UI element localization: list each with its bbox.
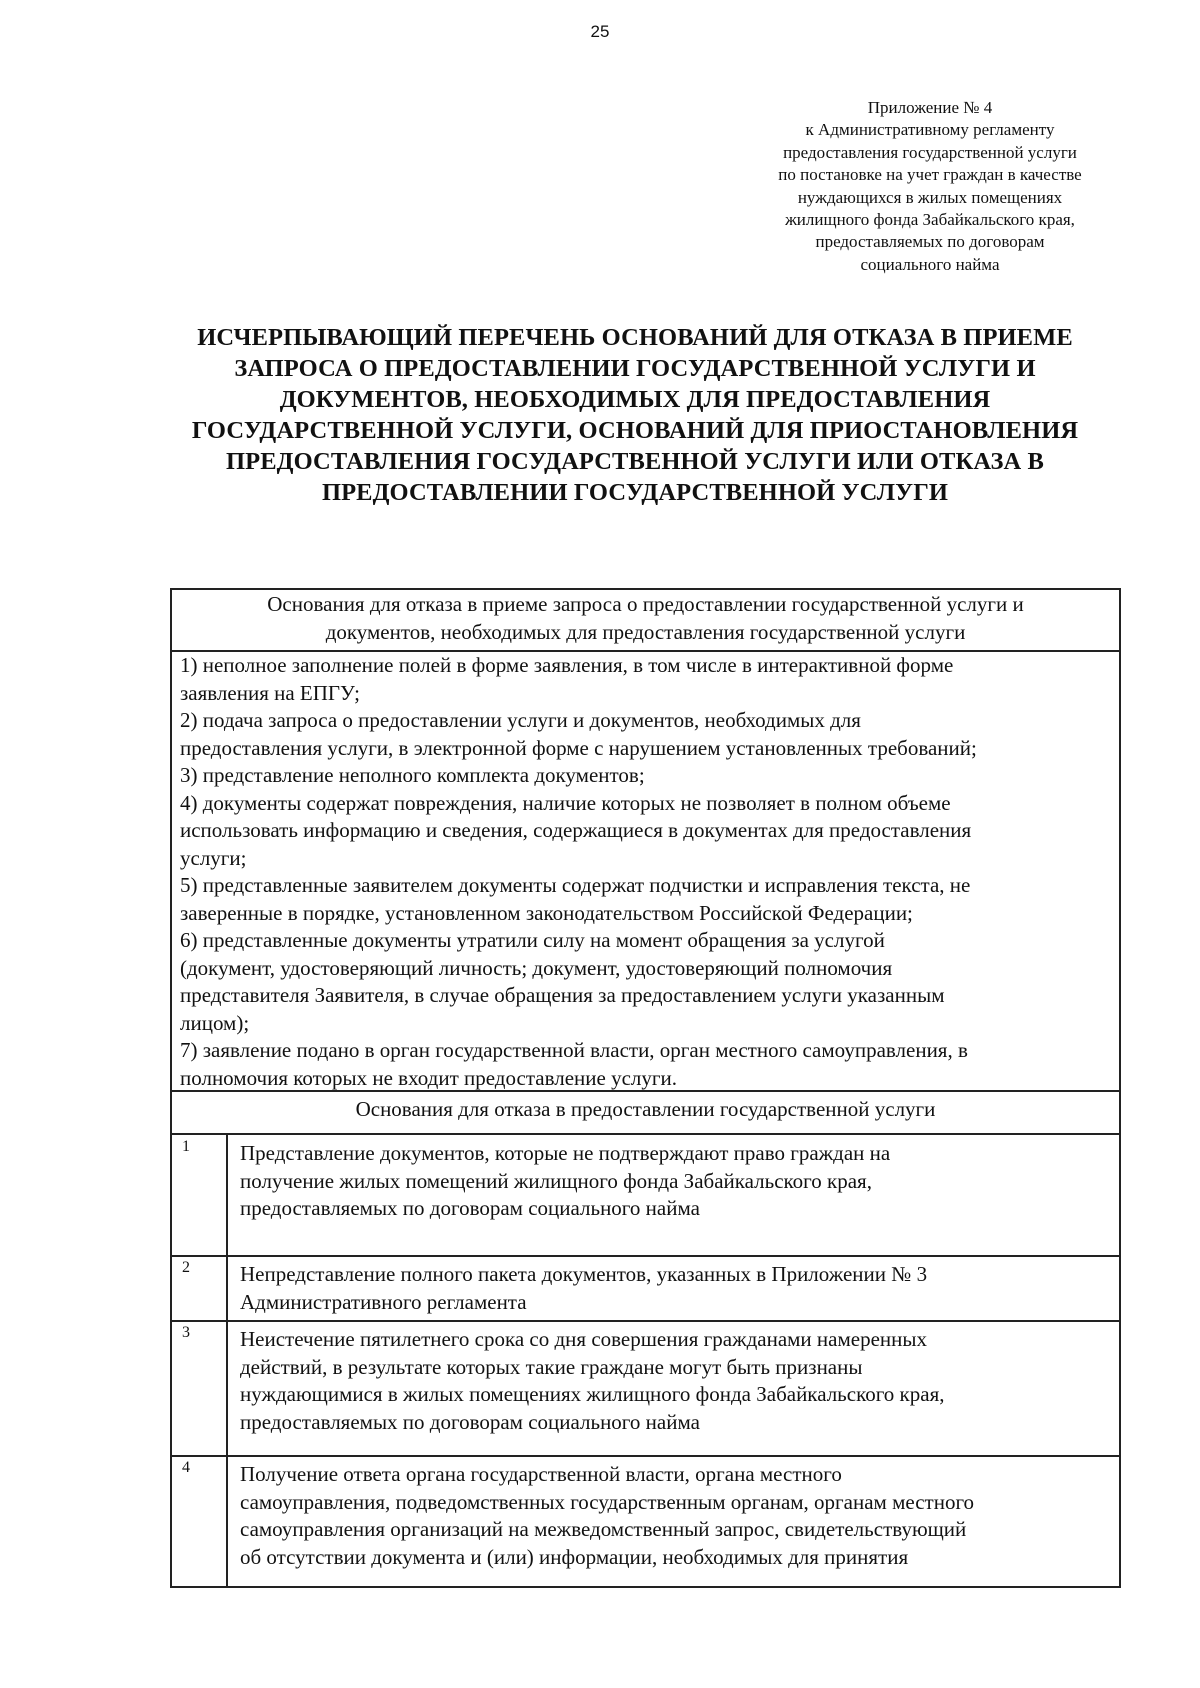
page-number: 25 [590,22,610,41]
list-line: заверенные в порядке, установленном законодательством Российской Федерации; [180,900,913,925]
list-line: 6) представленные документы утратили силу на момент обращения за услугой [180,928,885,952]
table-border [170,1455,1121,1457]
section1-header [170,591,1121,646]
title-line: ГОСУДАРСТВЕННОЙ УСЛУГИ, ОСНОВАНИЙ ДЛЯ ПРИОСТАНОВЛЕНИЯ [191,417,1079,444]
appendix-line: по постановке на учет граждан в качестве [778,165,1082,185]
table-row [240,1140,1115,1223]
list-line: 7) заявление подано в орган государственной власти, орган местного самоуправления, в [180,1038,968,1062]
list-line: 4) документы содержат повреждения, наличие которых не позволяет в полном объеме [180,790,951,815]
section1-header-line: документов, необходимых для предоставления государственной услуги [325,619,966,644]
table-border [170,1133,1121,1135]
document-title [170,322,1100,508]
list-line: заявления на ЕПГУ; [180,680,360,705]
appendix-line: предоставления государственной услуги [783,142,1077,162]
list-line: услуги; [180,845,247,870]
table-border [170,588,1121,590]
list-line: лицом); [180,1010,250,1035]
title-line: ДОКУМЕНТОВ, НЕОБХОДИМЫХ ДЛЯ ПРЕДОСТАВЛЕНИЯ [279,386,991,413]
appendix-line: предоставляемых по договорам [815,232,1045,252]
row-number: 2 [182,1259,190,1276]
list-line: 1) неполное заполнение полей в форме заявления, в том числе в интерактивной форме [180,653,954,677]
list-line: полномочия которых не входит предоставление услуги. [180,1065,677,1090]
table-row [240,1261,1115,1316]
row-line: Представление документов, которые не подтверждают право граждан на [240,1141,891,1165]
appendix-line: жилищного фонда Забайкальского края, [785,210,1075,230]
list-line: использовать информацию и сведения, содержащиеся в документах для предоставления [180,818,972,842]
row-line: Получение ответа органа государственной власти, органа местного [240,1462,842,1486]
row-line: действий, в результате которых такие граждане могут быть признаны [240,1354,863,1379]
row-line: предоставляемых по договорам социального найма [240,1196,700,1220]
section1-list [180,652,1115,1092]
list-line: 5) представленные заявителем документы содержат подчистки и исправления текста, не [180,873,971,897]
appendix-line: нуждающихся в жилых помещениях [797,187,1063,207]
row-line: нуждающимися в жилых помещениях жилищного фонда Забайкальского края, [240,1382,945,1406]
list-line: 2) подача запроса о предоставлении услуги и документов, необходимых для [180,708,861,732]
list-line: предоставления услуги, в электронной форме с нарушением установленных требований; [180,735,977,760]
appendix-line: к Административному регламенту [805,120,1055,140]
appendix-line: Приложение № 4 [867,98,993,117]
row-line: об отсутствии документа и (или) информации, необходимых для принятия [240,1544,909,1569]
table-row [240,1461,1115,1571]
row-line: получение жилых помещений жилищного фонда Забайкальского края, [240,1168,872,1193]
row-number: 4 [182,1459,190,1476]
table-border [170,1255,1121,1257]
table-border [170,1320,1121,1322]
table-border [170,1586,1121,1588]
grounds-table [170,588,1121,1588]
table-border [1119,588,1121,1587]
row-line: Непредставление полного пакета документов, указанных в Приложении № 3 [240,1262,928,1286]
table-row [240,1326,1115,1436]
row-line: Административного регламента [240,1289,527,1314]
row-number: 1 [182,1138,190,1155]
table-border [226,1133,228,1587]
row-line: самоуправления, подведомственных государственным органам, органам местного [240,1489,975,1514]
table-border [170,588,172,1587]
row-line: Неистечение пятилетнего срока со дня совершения гражданами намеренных [240,1327,927,1351]
title-line: ИСЧЕРПЫВАЮЩИЙ ПЕРЕЧЕНЬ ОСНОВАНИЙ ДЛЯ ОТКАЗА В ПРИЕМЕ [197,324,1073,351]
appendix-block [720,97,1140,276]
title-line: ЗАПРОСА О ПРЕДОСТАВЛЕНИИ ГОСУДАРСТВЕННОЙ УСЛУГИ И [234,355,1036,382]
section1-header-line: Основания для отказа в приеме запроса о предоставлении государственной услуги и [267,592,1024,616]
row-line: предоставляемых по договорам социального найма [240,1409,700,1434]
title-line: ПРЕДОСТАВЛЕНИЯ ГОСУДАРСТВЕННОЙ УСЛУГИ ИЛИ ОТКАЗА В [225,448,1044,475]
list-line: 3) представление неполного комплекта документов; [180,763,645,787]
row-number: 3 [182,1324,190,1341]
section2-header: Основания для отказа в предоставлении государственной услуги [355,1097,936,1121]
list-line: представителя Заявителя, в случае обращения за предоставлением услуги указанным [180,983,945,1007]
title-line: ПРЕДОСТАВЛЕНИИ ГОСУДАРСТВЕННОЙ УСЛУГИ [321,479,949,506]
appendix-line: социального найма [860,254,1000,274]
row-line: самоуправления организаций на межведомственный запрос, свидетельствующий [240,1517,967,1541]
list-line: (документ, удостоверяющий личность; документ, удостоверяющий полномочия [180,955,893,980]
